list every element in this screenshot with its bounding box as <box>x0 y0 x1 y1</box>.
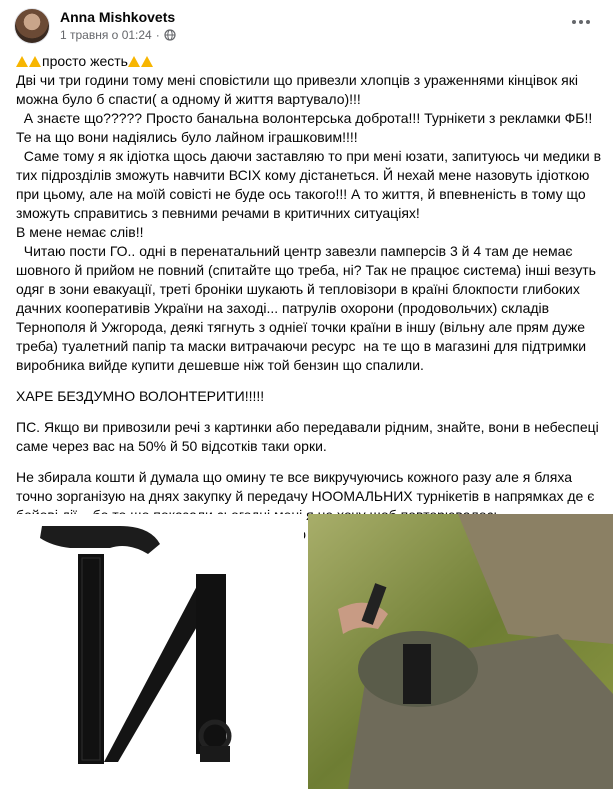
paragraph: Саме тому я як ідіотка щось даючи заставляю то при мені юзати, запитуюсь чи медики в тих підрозділів зможуть навчити ВСІХ кому дістанеться. Й нехай мене назовуть ідіоткою при цьому, але на моїй совісті не буде ось такого!!! А то життя, й впевненість в тому що зможуть справитись з певними речами в критичних ситуаціях! <box>16 148 605 221</box>
headline-line <box>16 52 602 71</box>
avatar[interactable] <box>14 8 50 44</box>
warning-icon <box>128 56 140 67</box>
paragraph: ПС. Якщо ви привозили речі з картинки або передавали рідним, знайте, вони в небеспеці саме через вас на 50% й 50 відсотків таки орки. <box>16 419 603 454</box>
paragraph: В мене немає слів!! <box>16 224 144 240</box>
paragraph: А знаєте що????? Просто банальна волонтерська доброта!!! Турнікети з рекламки ФБ!! Те на що вони надіялись було лайном іграшковим!!!! <box>16 110 597 145</box>
paragraph: Дві чи три години тому мені сповістили що привезли хлопців з ураженнями кінцівок які можна було б спасти( а одному й життя вартувало)!!! <box>16 72 582 107</box>
timestamp[interactable]: 1 травня о 01:24 <box>60 28 152 42</box>
author-name[interactable]: Anna Mishkovets <box>60 9 176 25</box>
paragraph: Не збирала кошти й думала що омину те все викручуючись кожного разу але я бляха точно зорганізую на днях закупку й передачу НООМАЛЬНИХ турнікетів в напрямках де є <box>16 469 595 504</box>
paragraph: Читаю пости ГО.. одні в перенатальний центр завезли памперсів 3 й 4 там де немає шовного й прийом не повний (спитайте що треба, ні? Так не працює система) інші везуть одяг в зони евакуації, треті броніки шукають й тепловізори в країні блокпости глибоких дачних кооперативів України на заході... патрулів охорони (продовольчих) складів Тернополя й Ужгорода, деякі тягнуть з одніеї точки країни в іншу (вільну але прям дуже треба) туалетний папір та маски витрачаючи ресурс на те що в магазині для підтримки виробника вийде купити дешевше ніж той бензин що спалили. <box>16 243 600 373</box>
paragraph-emphasis: ХАРЕ БЕЗДУМНО ВОЛОНТЕРИТИ!!!!! <box>16 388 265 404</box>
warning-icon <box>141 56 153 67</box>
more-options-icon[interactable] <box>567 10 595 34</box>
soldier-applying-tourniquet-image[interactable] <box>308 514 613 789</box>
post-text <box>16 52 605 563</box>
post-meta: 1 травня о 01:24 · <box>60 28 176 42</box>
warning-icon <box>16 56 28 67</box>
headline-text: просто жесть <box>42 53 128 69</box>
post-images <box>0 514 613 789</box>
tourniquet-product-image[interactable] <box>0 514 304 789</box>
globe-icon <box>164 29 176 41</box>
post-header <box>0 0 613 52</box>
warning-icon <box>29 56 41 67</box>
